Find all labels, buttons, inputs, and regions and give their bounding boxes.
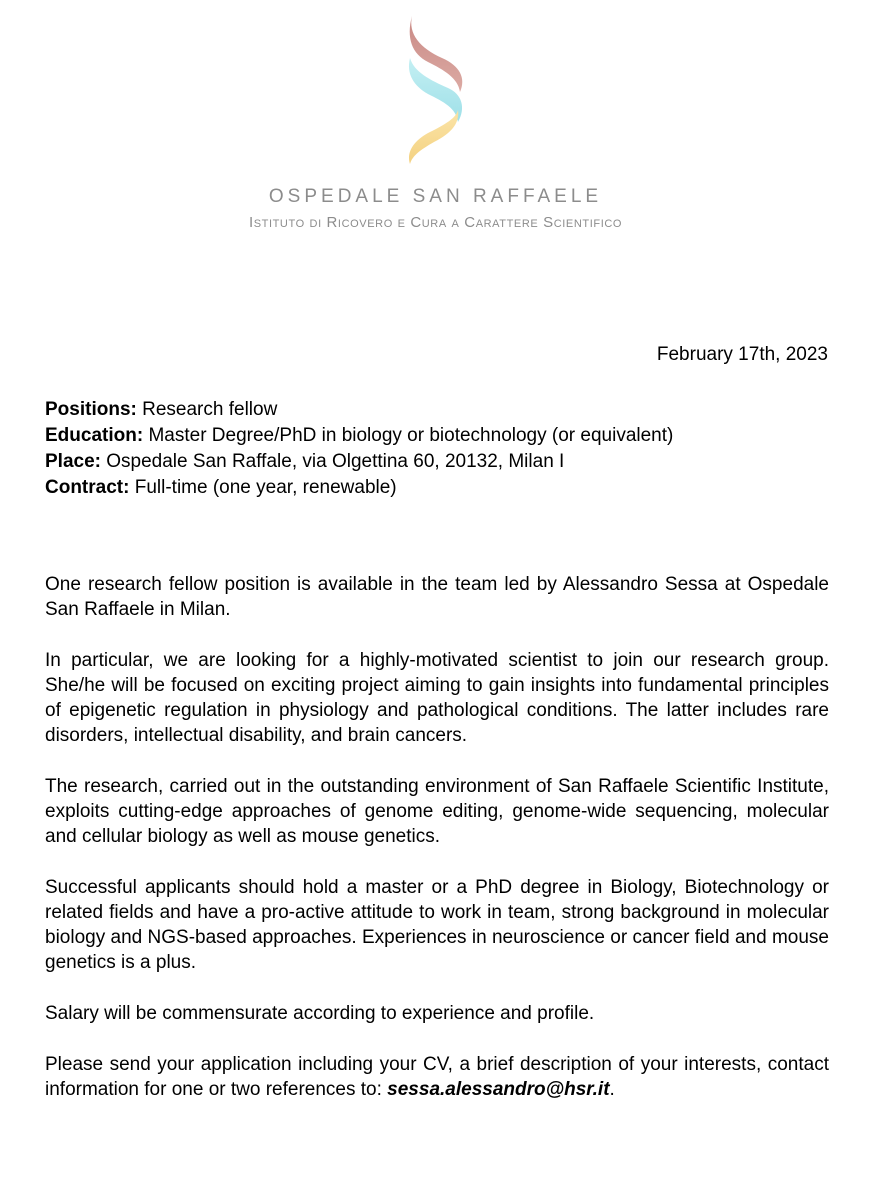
positions-row: [45, 397, 835, 423]
paragraph-requirements: Successful applicants should hold a master or a PhD degree in Biology, Biotechnology or related fields and have a pro-active attitude to work in team, strong background in molecular biology and NGS-based approaches. Experiences in neuroscience or cancer field and mouse genetics is a plus.: [45, 877, 829, 973]
paragraph-intro: One research fellow position is available in the team led by Alessandro Sessa at Ospedale San Raffaele in Milan.: [45, 574, 829, 620]
positions-label: Positions:: [45, 399, 137, 420]
paragraph-project: In particular, we are looking for a highly-motivated scientist to join our research group. She/he will be focused on exciting project aiming to gain insights into fundamental principles of epigenetic regulation in physiology and pathological conditions. The latter includes rare disorders, intellectual disability, and brain cancers.: [45, 650, 829, 746]
email-suffix: .: [609, 1079, 615, 1100]
hospital-logo-icon: [400, 14, 472, 166]
education-value: Master Degree/PhD in biology or biotechnology (or equivalent): [143, 425, 674, 446]
contact-email-link[interactable]: sessa.alessandro@hsr.it: [387, 1079, 610, 1100]
logo-ribbon-bottom: [409, 110, 458, 164]
contract-value: Full-time (one year, renewable): [129, 477, 397, 498]
org-subtitle: Istituto di Ricovero e Cura a Carattere Scientifico: [248, 214, 623, 231]
position-details: [45, 397, 835, 501]
place-row: [45, 449, 835, 475]
application-text: Please send your application including your CV, a brief description of your interests, contact information for one or two references to:: [45, 1054, 829, 1100]
paragraph-application: [45, 1052, 829, 1102]
place-label: Place:: [45, 451, 101, 472]
letter-body: [45, 572, 829, 1128]
contract-label: Contract:: [45, 477, 130, 498]
letter-date: February 17th, 2023: [656, 344, 828, 365]
paragraph-research: The research, carried out in the outstanding environment of San Raffaele Scientific Institute, exploits cutting-edge approaches of genome editing, genome-wide sequencing, molecular and cellular biology as well as mouse genetics.: [45, 776, 829, 847]
org-name: OSPEDALE SAN RAFFAELE: [268, 186, 603, 207]
paragraph-salary: Salary will be commensurate according to experience and profile.: [45, 1003, 595, 1024]
contract-row: [45, 475, 835, 501]
place-value: Ospedale San Raffale, via Olgettina 60, 20132, Milan I: [100, 451, 565, 472]
education-label: Education:: [45, 425, 144, 446]
positions-value: Research fellow: [136, 399, 278, 420]
education-row: [45, 423, 835, 449]
